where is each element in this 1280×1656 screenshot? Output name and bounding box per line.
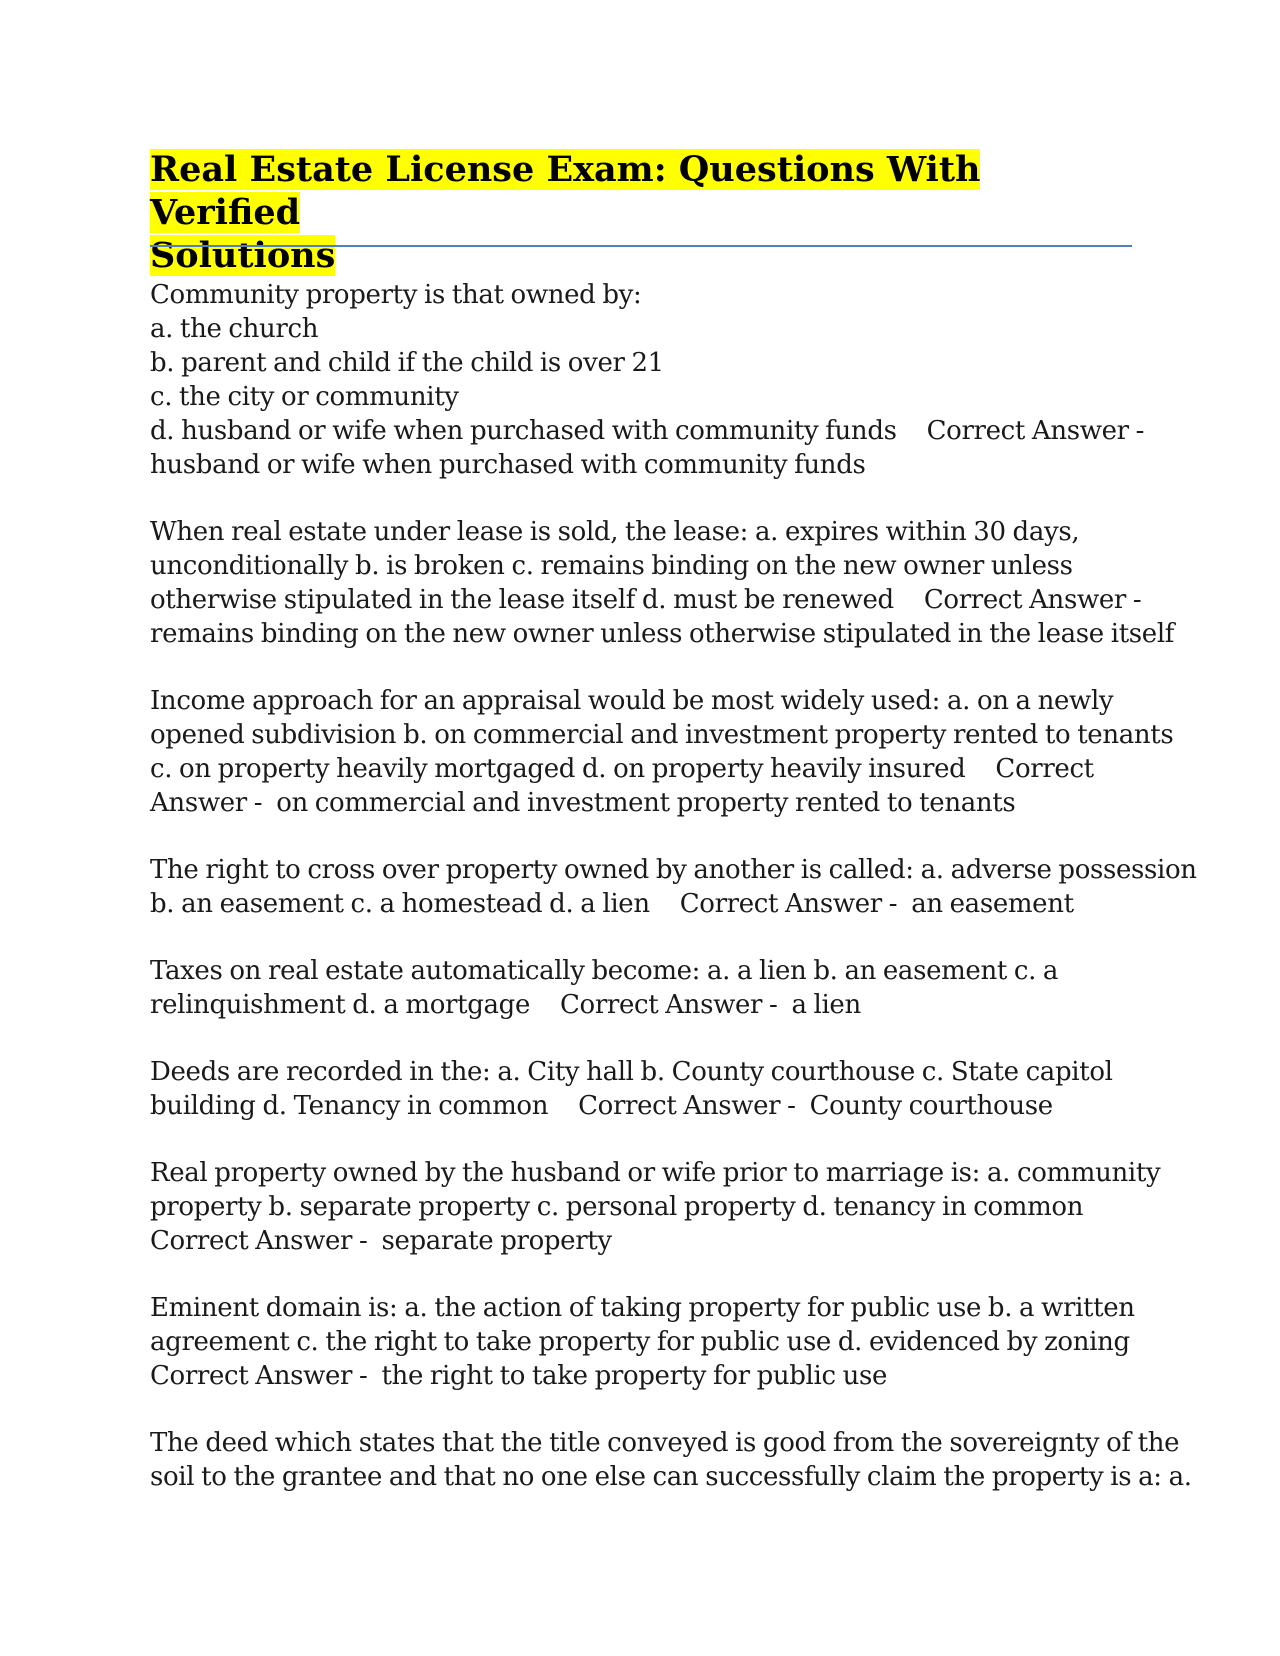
question-6-answer: County courthouse	[809, 1091, 1053, 1121]
question-5	[150, 954, 1132, 1022]
question-3-answer-label-part-1: Correct	[995, 754, 1094, 784]
question-9-line-1: The deed which states that the title conveyed is good from the sovereignty of the	[150, 1428, 1180, 1458]
question-8-answer: the right to take property for public use	[381, 1361, 888, 1391]
question-2-line-1: When real estate under lease is sold, the lease: a. expires within 30 days,	[150, 517, 1080, 547]
question-7-answer-label: Correct Answer -	[150, 1226, 368, 1256]
question-6-line-2-text: building d. Tenancy in common	[150, 1091, 549, 1121]
question-6-answer-label: Correct Answer -	[578, 1091, 796, 1121]
question-7-answer: separate property	[381, 1226, 612, 1256]
question-6	[150, 1055, 1132, 1123]
question-4-line-2-text: b. an easement c. a homestead d. a lien	[150, 889, 650, 919]
question-2-line-2: unconditionally b. is broken c. remains binding on the new owner unless	[150, 551, 1073, 581]
question-list	[150, 278, 1197, 1527]
question-1-option-d: d. husband or wife when purchased with community funds	[150, 416, 897, 446]
question-8-line-3	[150, 1359, 1132, 1393]
title-underline-rule	[150, 245, 1132, 247]
question-6-line-1: Deeds are recorded in the: a. City hall b. County courthouse c. State capitol	[150, 1057, 1113, 1087]
question-8-line-1: Eminent domain is: a. the action of taking property for public use b. a written	[150, 1293, 1135, 1323]
title-line-2: Solutions	[150, 235, 336, 276]
title-block	[150, 148, 1132, 277]
question-3-line-1: Income approach for an appraisal would be most widely used: a. on a newly	[150, 686, 1114, 716]
question-7	[150, 1156, 1161, 1258]
question-5-line-1: Taxes on real estate automatically become: a. a lien b. an easement c. a	[150, 956, 1059, 986]
page-title	[150, 148, 1132, 277]
question-2-line-3-text: otherwise stipulated in the lease itself d. must be renewed	[150, 585, 894, 615]
question-3-answer: on commercial and investment property rented to tenants	[276, 788, 1016, 818]
question-3-answer-label-part-2: Answer -	[150, 788, 263, 818]
question-1-option-c: c. the city or community	[150, 382, 459, 412]
question-7-line-3	[150, 1224, 1132, 1258]
question-2-line-3	[150, 583, 1142, 617]
question-3-line-4	[150, 786, 1132, 820]
question-1-stem: Community property is that owned by:	[150, 280, 642, 310]
question-1-option-b: b. parent and child if the child is over 21	[150, 348, 664, 378]
question-1	[150, 278, 1145, 482]
question-1-option-d-line	[150, 414, 1145, 448]
question-3	[150, 684, 1174, 820]
question-1-option-a: a. the church	[150, 314, 319, 344]
question-2-answer: remains binding on the new owner unless otherwise stipulated in the lease itself	[150, 619, 1175, 649]
title-line-1: Real Estate License Exam: Questions With Verified	[150, 149, 981, 233]
question-8-answer-label: Correct Answer -	[150, 1361, 368, 1391]
question-2-answer-label: Correct Answer -	[923, 585, 1142, 615]
question-4-answer-label: Correct Answer -	[679, 889, 898, 919]
question-5-line-2	[150, 988, 1132, 1022]
question-1-answer: husband or wife when purchased with community funds	[150, 450, 866, 480]
question-9-line-2: soil to the grantee and that no one else can successfully claim the property is a: a.	[150, 1462, 1192, 1492]
question-4-answer: an easement	[911, 889, 1074, 919]
question-8	[150, 1291, 1135, 1393]
question-7-line-2: property b. separate property c. personal property d. tenancy in common	[150, 1192, 1084, 1222]
question-4	[150, 853, 1197, 921]
question-7-line-1: Real property owned by the husband or wife prior to marriage is: a. community	[150, 1158, 1161, 1188]
question-5-line-2-text: relinquishment d. a mortgage	[150, 990, 530, 1020]
question-8-line-2: agreement c. the right to take property for public use d. evidenced by zoning	[150, 1327, 1130, 1357]
question-1-answer-label: Correct Answer -	[926, 416, 1145, 446]
question-4-line-2	[150, 887, 1132, 921]
question-3-line-3-text: c. on property heavily mortgaged d. on property heavily insured	[150, 754, 966, 784]
question-3-line-3	[150, 752, 1132, 786]
question-5-answer: a lien	[791, 990, 861, 1020]
question-5-answer-label: Correct Answer -	[559, 990, 778, 1020]
question-2	[150, 515, 1175, 651]
question-6-line-2	[150, 1089, 1132, 1123]
question-9	[150, 1426, 1192, 1494]
question-4-line-1: The right to cross over property owned by another is called: a. adverse possession	[150, 855, 1197, 885]
question-3-line-2: opened subdivision b. on commercial and investment property rented to tenants	[150, 720, 1174, 750]
document-page	[150, 0, 1197, 1656]
